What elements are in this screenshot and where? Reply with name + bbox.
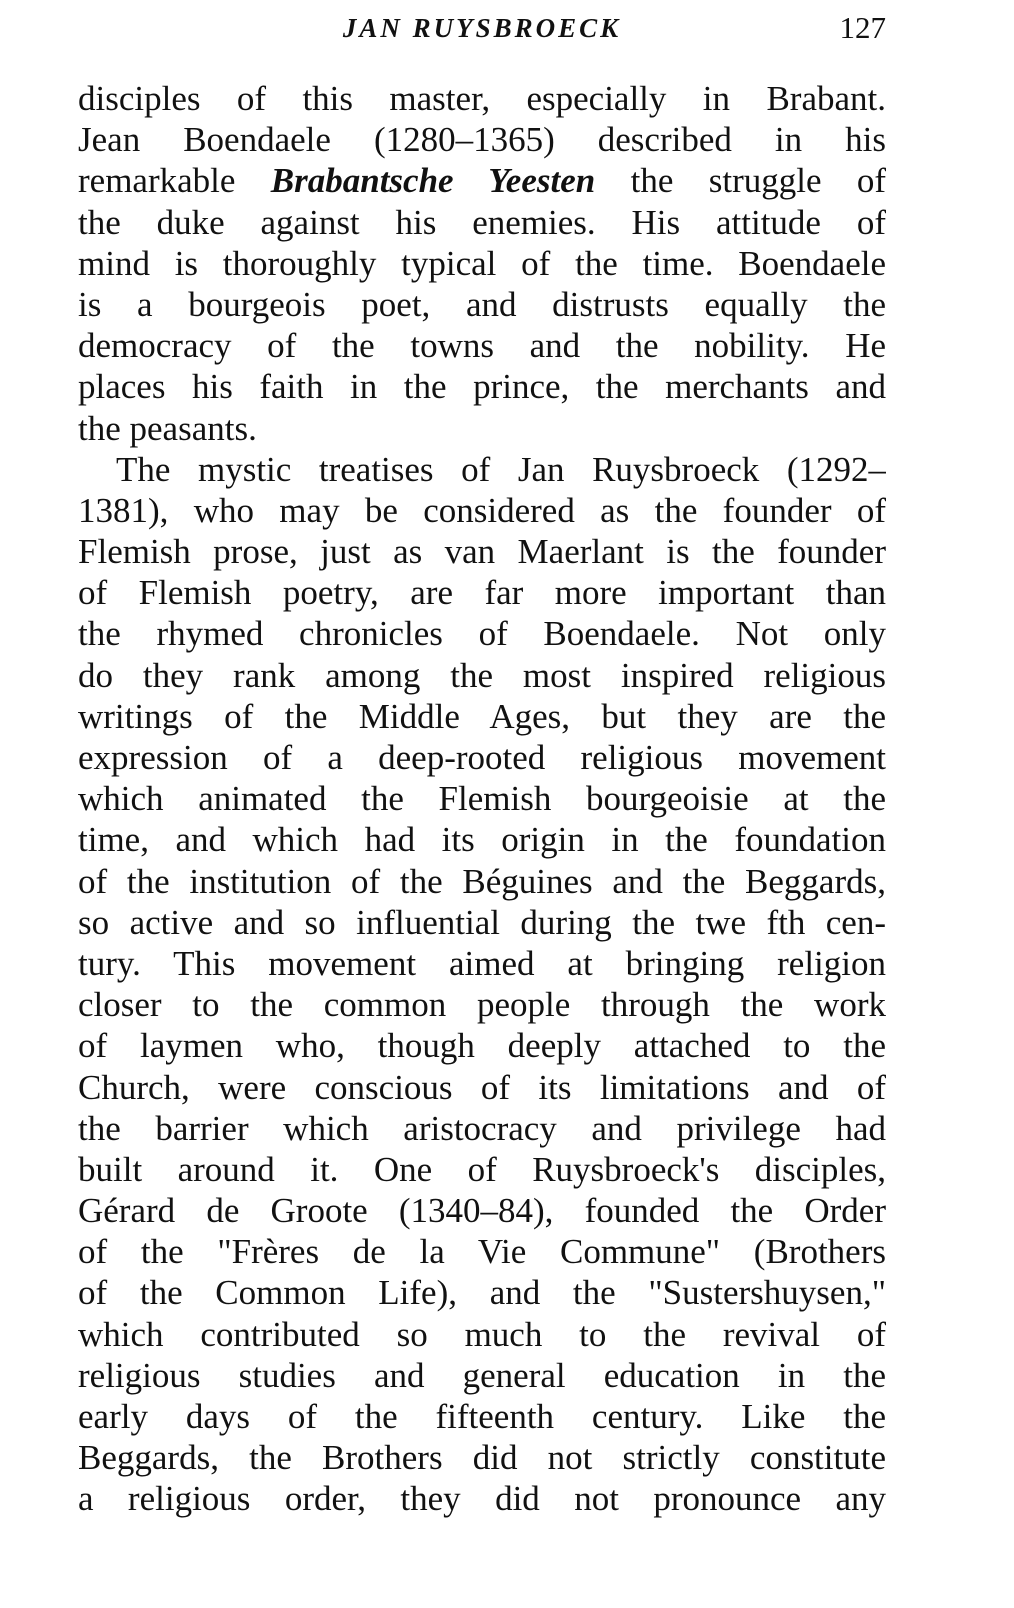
running-header (78, 10, 886, 46)
page-number: 127 (839, 10, 886, 45)
text-line: of Flemish poetry, are far more important than (78, 573, 886, 613)
text-line: Beggards, the Brothers did not strictly constitute (78, 1438, 886, 1478)
text-line: Gérard de Groote (1340–84), founded the Order (78, 1191, 886, 1231)
text-line: democracy of the towns and the nobility. He (78, 326, 886, 366)
book-title-italic: Brabantsche Yeesten (270, 161, 596, 201)
text-line: expression of a deep-rooted religious movement (78, 738, 886, 777)
text-line: the duke against his enemies. His attitude of (78, 202, 886, 242)
text-line: time, and which had its origin in the foundation (78, 820, 886, 860)
text-line: the rhymed chronicles of Boendaele. Not only (78, 614, 886, 654)
body-text (78, 78, 886, 1520)
text-line: a religious order, they did not pronounce any (78, 1479, 886, 1519)
running-title: JAN RUYSBROECK (342, 13, 622, 43)
text-line: built around it. One of Ruysbroeck's disciples, (78, 1149, 886, 1189)
text-line: Jean Boendaele (1280–1365) described in his (78, 120, 886, 160)
text-line: which contributed so much to the revival of (78, 1314, 886, 1354)
text-line: the barrier which aristocracy and privilege had (78, 1108, 886, 1148)
text-line: tury. This movement aimed at bringing religion (78, 943, 886, 983)
text-line: do they rank among the most inspired religious (78, 655, 886, 695)
text-line: is a bourgeois poet, and distrusts equally the (78, 284, 886, 324)
text-line: of laymen who, though deeply attached to the (78, 1026, 886, 1066)
text-line: Church, were conscious of its limitations and of (78, 1067, 886, 1107)
text-line: of the institution of the Béguines and the Beggards, (78, 861, 886, 901)
text-line: mind is thoroughly typical of the time. Boendaele (78, 243, 886, 283)
paragraph-start-line: The mystic treatises of Jan Ruysbroeck (1292– (116, 449, 886, 489)
text-line (78, 160, 886, 201)
text-span: the struggle of (595, 161, 886, 201)
text-line: writings of the Middle Ages, but they are the (78, 696, 886, 736)
text-line: 1381), who may be considered as the founder of (78, 490, 886, 530)
text-line: closer to the common people through the work (78, 985, 886, 1025)
text-line: places his faith in the prince, the merchants and (78, 367, 886, 407)
text-line: religious studies and general education in the (78, 1355, 886, 1395)
text-line: disciples of this master, especially in Brabant. (78, 79, 886, 118)
text-line: early days of the fifteenth century. Like the (78, 1397, 886, 1436)
text-line: Flemish prose, just as van Maerlant is the founder (78, 532, 886, 572)
text-line: so active and so influential during the twe fth cen- (78, 902, 886, 942)
text-line: which animated the Flemish bourgeoisie at the (78, 779, 886, 819)
text-span: remarkable (78, 161, 271, 201)
text-line: of the Common Life), and the "Sustershuysen," (78, 1273, 886, 1313)
text-line: of the "Frères de la Vie Commune" (Brothers (78, 1232, 886, 1272)
text-line: the peasants. (78, 408, 257, 448)
